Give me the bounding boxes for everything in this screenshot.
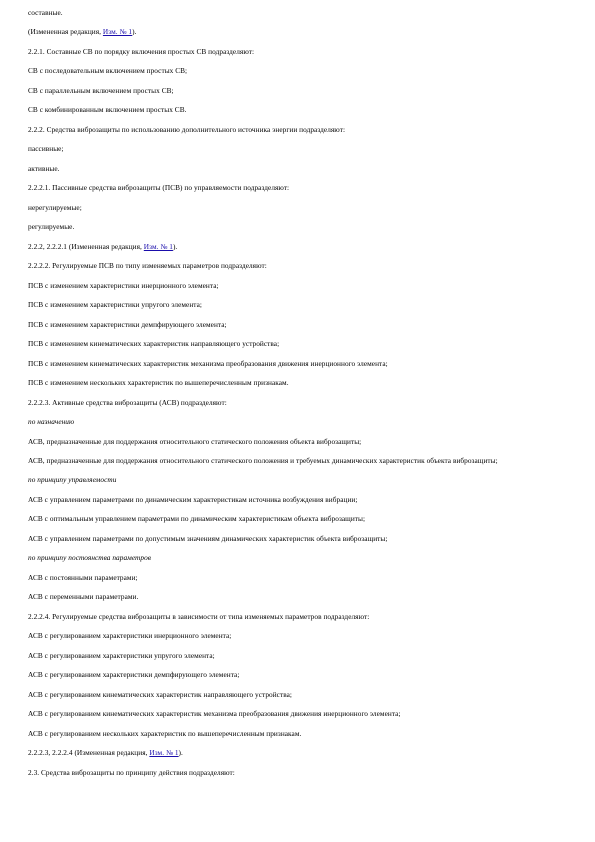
- amendment-note-text: 2.2.2, 2.2.2.1 (Измененная редакция,: [28, 241, 144, 251]
- paragraph: СВ с параллельным включением простых СВ;: [28, 85, 174, 95]
- amendment-note: [28, 748, 568, 758]
- classification-subheading: [28, 475, 568, 485]
- paragraph: АСВ с регулированием нескольких характеристик по вышеперечисленным признакам.: [28, 728, 302, 738]
- paragraph: ПСВ с изменением характеристики демпфирующего элемента;: [28, 319, 227, 329]
- paragraph: АСВ с регулированием кинематических характеристик механизма преобразования движения инерционного элемента;: [28, 709, 401, 719]
- paragraph: 2.2.2.2. Регулируемые ПСВ по типу изменяемых параметров подразделяют:: [28, 261, 267, 271]
- paragraph: нерегулируемые;: [28, 202, 82, 212]
- subheading-text: по принципу управляемости: [28, 475, 117, 485]
- paragraph: 2.2.2.4. Регулируемые средства виброзащиты в зависимости от типа изменяемых параметров подразделяют:: [28, 611, 370, 621]
- amendment-note: [28, 27, 568, 37]
- document-body: [28, 8, 568, 787]
- classification-subheading: [28, 417, 568, 427]
- paragraph: 2.2.2.3. Активные средства виброзащиты (АСВ) подразделяют:: [28, 397, 227, 407]
- paragraph: АСВ с переменными параметрами.: [28, 592, 139, 602]
- amendment-link[interactable]: Изм. № 1: [102, 27, 133, 37]
- amendment-link[interactable]: Изм. № 1: [143, 241, 173, 251]
- paragraph: ПСВ с изменением кинематических характеристик механизма преобразования движения инерционного элемента;: [28, 358, 388, 368]
- amendment-note-end: ).: [172, 241, 178, 251]
- paragraph: 2.3. Средства виброзащиты по принципу действия подразделяют:: [28, 767, 235, 777]
- paragraph: АСВ с регулированием кинематических характеристик направляющего устройства;: [28, 689, 292, 699]
- paragraph: АСВ с управлением параметрами по динамическим характеристикам источника возбуждения вибрации;: [28, 494, 358, 504]
- amendment-note-text: (Измененная редакция,: [28, 27, 103, 37]
- amendment-note: [28, 242, 568, 252]
- paragraph: активные.: [28, 163, 60, 173]
- paragraph: 2.2.2. Средства виброзащиты по использованию дополнительного источника энергии подразделяют:: [28, 124, 346, 134]
- paragraph: пассивные;: [28, 144, 64, 154]
- amendment-link[interactable]: Изм. № 1: [149, 748, 179, 758]
- paragraph: СВ с комбинированным включением простых СВ.: [28, 105, 187, 115]
- paragraph: регулируемые.: [28, 222, 75, 232]
- paragraph: АСВ с управлением параметрами по допустимым значениям динамических характеристик объекта виброзащиты;: [28, 533, 388, 543]
- paragraph: ПСВ с изменением кинематических характеристик направляющего устройства;: [28, 339, 280, 349]
- amendment-note-text: 2.2.2.3, 2.2.2.4 (Измененная редакция,: [28, 748, 150, 758]
- paragraph: 2.2.2.1. Пассивные средства виброзащиты (ПСВ) по управляемости подразделяют:: [28, 183, 290, 193]
- subheading-text: по принципу постоянства параметров: [28, 553, 151, 563]
- paragraph: 2.2.1. Составные СВ по порядку включения простых СВ подразделяют:: [28, 46, 255, 56]
- paragraph: АСВ с регулированием характеристики упругого элемента;: [28, 650, 215, 660]
- classification-subheading: [28, 553, 568, 563]
- subheading-text: по назначению: [28, 417, 75, 427]
- paragraph: ПСВ с изменением характеристики инерционного элемента;: [28, 280, 219, 290]
- amendment-note-end: ).: [178, 748, 183, 758]
- paragraph: АСВ с постоянными параметрами;: [28, 572, 138, 582]
- paragraph: ПСВ с изменением характеристики упругого элемента;: [28, 300, 202, 310]
- paragraph: АСВ с регулированием характеристики инерционного элемента;: [28, 631, 232, 641]
- paragraph: АСВ, предназначенные для поддержания относительного статического положения объекта виброзащиты;: [28, 436, 362, 446]
- amendment-note-end: ).: [132, 27, 137, 37]
- paragraph: АСВ, предназначенные для поддержания относительного статического положения и требуемых динамических характеристик объекта виброзащиты;: [28, 456, 498, 466]
- paragraph: составные.: [28, 8, 63, 17]
- paragraph: АСВ с регулированием характеристики демпфирующего элемента;: [28, 670, 240, 680]
- paragraph: СВ с последовательным включением простых СВ;: [28, 66, 188, 76]
- paragraph: ПСВ с изменением нескольких характеристик по вышеперечисленным признакам.: [28, 378, 289, 388]
- paragraph: АСВ с оптимальным управлением параметрами по динамическим характеристикам объекта виброзащиты;: [28, 514, 366, 524]
